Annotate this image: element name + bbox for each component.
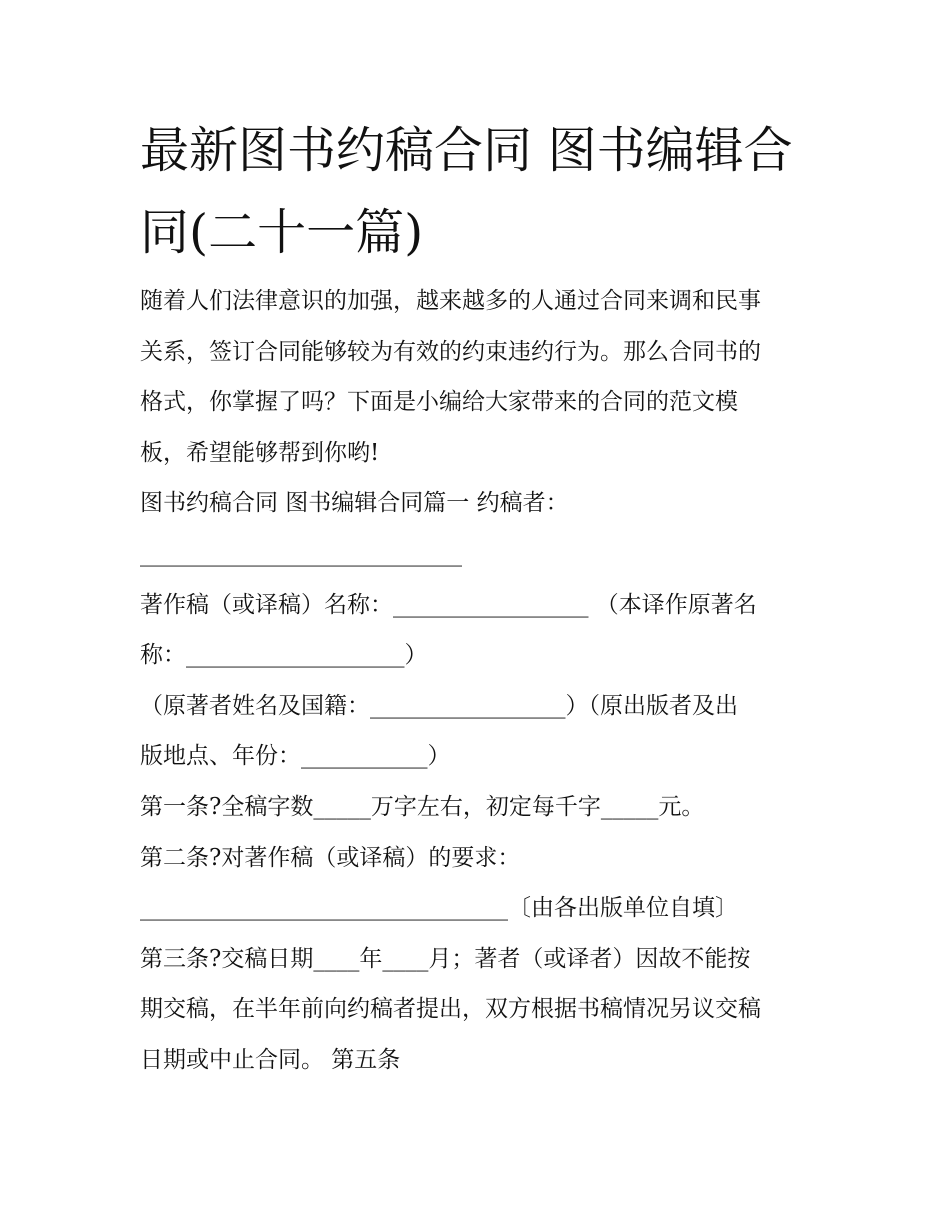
intro-line: 格式，你掌握了吗？下面是小编给大家带来的合同的范文模 [140, 389, 738, 416]
manuscript-name-line: 称：___________________） [140, 642, 428, 669]
article-3-line: 日期或中止合同。 第五条 [140, 1046, 401, 1073]
intro-line: 关系，签订合同能够较为有效的约束违约行为。那么合同书的 [140, 338, 761, 365]
article-1: 第一条?全稿字数_____万字左右，初定每千字_____元。 [140, 793, 705, 820]
article-2: 第二条?对著作稿（或译稿）的要求： [140, 844, 521, 871]
article-2-blank: ________________________________〔由各出版单位自填〕 [140, 895, 738, 922]
blank-line: ____________________________ [140, 540, 462, 567]
section-heading: 图书约稿合同 图书编辑合同篇一 约稿者： [140, 490, 569, 517]
manuscript-name-line: 著作稿（或译稿）名称：_________________ （本译作原著名 [140, 591, 757, 618]
document-title [140, 110, 840, 274]
article-3-line: 期交稿，在半年前向约稿者提出，双方根据书稿情况另议交稿 [140, 996, 761, 1023]
original-author-line: （原著者姓名及国籍：_________________）（原出版者及出 [140, 692, 738, 719]
title-line: 最新图书约稿合同 图书编辑合 [140, 122, 793, 179]
intro-line: 随着人们法律意识的加强，越来越多的人通过合同来调和民事 [140, 288, 761, 314]
title-line: 同(二十一篇) [140, 204, 424, 261]
original-author-line: 版地点、年份：___________） [140, 743, 451, 770]
intro-line: 板，希望能够帮到你哟! [140, 439, 380, 466]
article-3-line: 第三条?交稿日期____年____月；著者（或译者）因故不能按 [140, 945, 751, 972]
document-body [140, 276, 830, 1086]
